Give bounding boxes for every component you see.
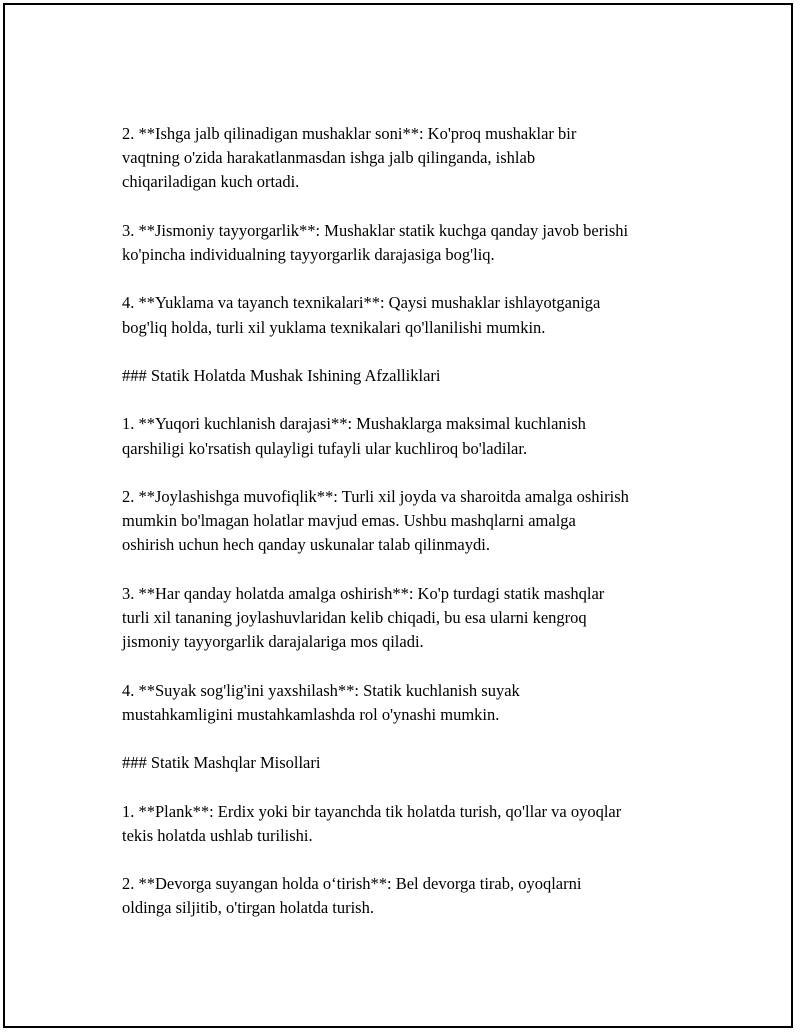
text-line: tekis holatda ushlab turilishi. [122,825,313,845]
document-body [122,122,702,945]
list-item [122,122,702,195]
text-line: 3. **Jismoniy tayyorgarlik**: Mushaklar statik kuchga qanday javob berishi [122,220,629,240]
text-line: 2. **Devorga suyangan holda o‘tirish**: Bel devorga tirab, oyoqlarni [122,874,582,894]
list-item [122,412,702,460]
section-heading [122,364,702,388]
text-line: 1. **Plank**: Erdix yoki bir tayanchda tik holatda turish, qo'llar va oyoqlar [122,801,622,821]
text-line: 2. **Ishga jalb qilinadigan mushaklar soni**: Ko'proq mushaklar bir [122,124,577,143]
section-heading [122,751,702,775]
list-item [122,800,702,848]
text-line: chiqariladigan kuch ortadi. [122,172,300,192]
heading-text: ### Statik Holatda Mushak Ishining Afzalliklari [122,365,441,385]
list-item [122,679,702,727]
text-line: bog'liq holda, turli xil yuklama texnikalari qo'llanilishi mumkin. [122,317,546,337]
text-line: qarshiligi ko'rsatish qulayligi tufayli ular kuchliroq bo'ladilar. [122,438,528,458]
text-line: 4. **Suyak sog'lig'ini yaxshilash**: Statik kuchlanish suyak [122,680,520,700]
text-line: turli xil tananing joylashuvlaridan kelib chiqadi, bu esa ularni kengroq [122,607,587,627]
list-item [122,291,702,339]
text-line: 1. **Yuqori kuchlanish darajasi**: Mushaklarga maksimal kuchlanish [122,414,586,434]
text-line: oldinga siljitib, o'tirgan holatda turish. [122,898,374,918]
text-line: mumkin bo'lmagan holatlar mavjud emas. Ushbu mashqlarni amalga [122,511,576,531]
text-line: 4. **Yuklama va tayanch texnikalari**: Qaysi mushaklar ishlayotganiga [122,293,601,313]
list-item [122,872,702,920]
text-line: 3. **Har qanday holatda amalga oshirish**: Ko'p turdagi statik mashqlar [122,583,605,603]
heading-text: ### Statik Mashqlar Misollari [122,753,321,773]
page-frame [3,3,793,1028]
text-line: vaqtning o'zida harakatlanmasdan ishga jalb qilinganda, ishlab [122,148,536,168]
list-item [122,582,702,655]
text-line: jismoniy tayyorgarlik darajalariga mos qiladi. [122,632,424,652]
text-line: ko'pincha individualning tayyorgarlik darajasiga bog'liq. [122,245,495,264]
text-line: mustahkamligini mustahkamlashda rol o'ynashi mumkin. [122,704,500,724]
text-line: 2. **Joylashishga muvofiqlik**: Turli xil joyda va sharoitda amalga oshirish [122,486,629,506]
list-item [122,219,702,267]
list-item [122,485,702,558]
text-line: oshirish uchun hech qanday uskunalar talab qilinmaydi. [122,535,490,555]
